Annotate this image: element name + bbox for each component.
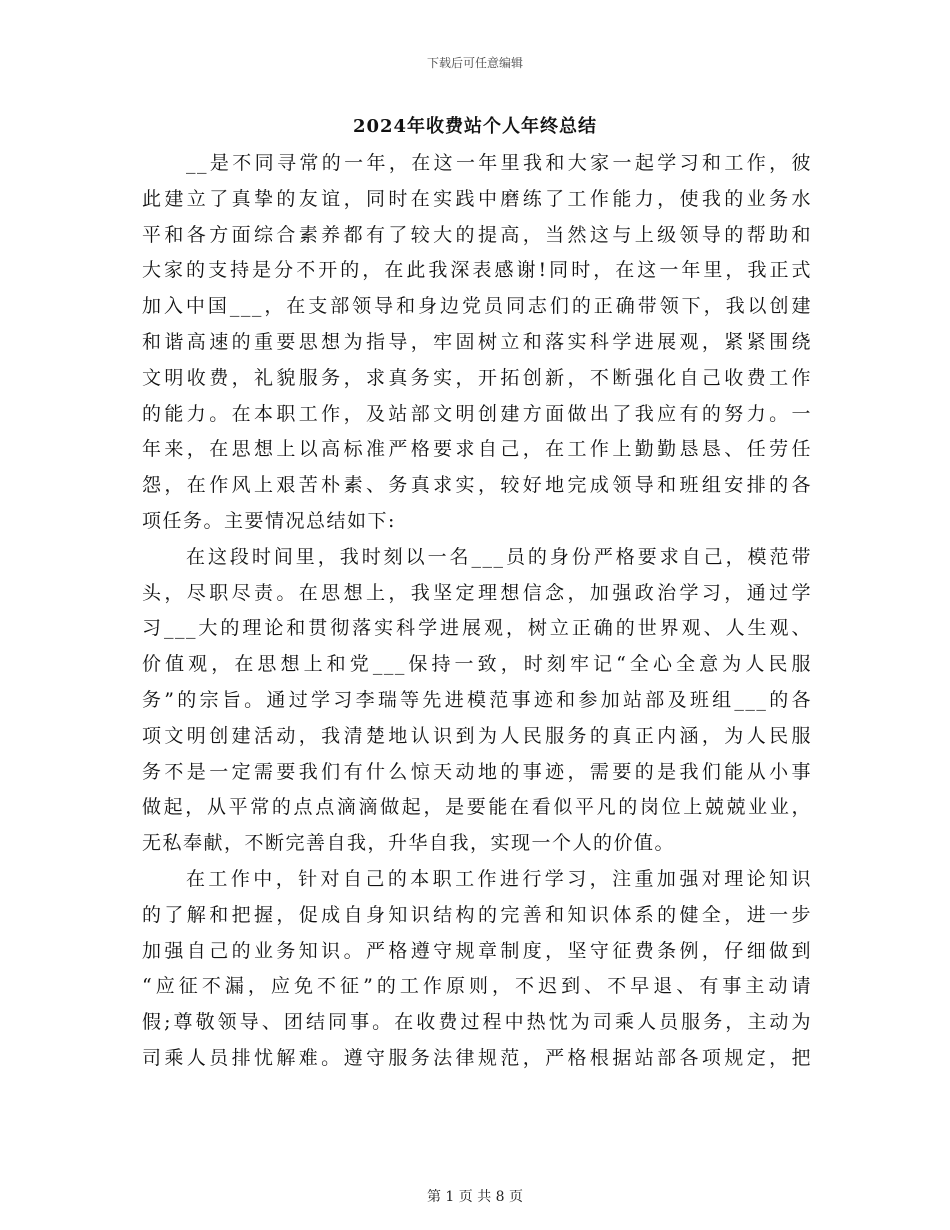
- body-line: 怨，在作风上艰苦朴素、务真求实，较好地完成领导和班组安排的各: [142, 474, 812, 497]
- body-line: 做起，从平常的点点滴滴做起，是要能在看似平凡的岗位上兢兢业业，: [142, 796, 812, 819]
- body-line: “应征不漏，应免不征”的工作原则，不迟到、不早退、有事主动请: [142, 975, 812, 998]
- body-line: 价值观，在思想上和党___保持一致，时刻牢记“全心全意为人民服: [142, 653, 812, 676]
- body-line: 加入中国___，在支部领导和身边党员同志们的正确带领下，我以创建: [142, 295, 812, 318]
- body-line: 习___大的理论和贯彻落实科学进展观，树立正确的世界观、人生观、: [142, 617, 812, 640]
- body-line: 无私奉献，不断完善自我，升华自我，实现一个人的价值。: [142, 832, 676, 855]
- body-line: 加强自己的业务知识。严格遵守规章制度，坚守征费条例，仔细做到: [142, 939, 812, 962]
- body-line: __是不同寻常的一年，在这一年里我和大家一起学习和工作，彼: [186, 152, 812, 174]
- body-line: 在这段时间里，我时刻以一名___员的身份严格要求自己，模范带: [186, 545, 812, 568]
- body-line: 司乘人员排忧解难。遵守服务法律规范，严格根据站部各项规定，把: [142, 1046, 812, 1069]
- page-number: 第 1 页 共 8 页: [426, 1189, 524, 1205]
- body-line: 文明收费，礼貌服务，求真务实，开拓创新，不断强化自己收费工作: [142, 366, 812, 389]
- body-line: 头，尽职尽责。在思想上，我坚定理想信念，加强政治学习，通过学: [142, 581, 812, 604]
- document-body: [142, 146, 812, 1077]
- body-line: 的能力。在本职工作，及站部文明创建方面做出了我应有的努力。一: [142, 402, 812, 425]
- body-line: 假;尊敬领导、团结同事。在收费过程中热忱为司乘人员服务，主动为: [142, 1011, 812, 1034]
- body-line: 平和各方面综合素养都有了较大的提高，当然这与上级领导的帮助和: [142, 223, 812, 246]
- body-line: 和谐高速的重要思想为指导，牢固树立和落实科学进展观，紧紧围绕: [142, 330, 812, 353]
- body-line: 务不是一定需要我们有什么惊天动地的事迹，需要的是我们能从小事: [142, 760, 812, 783]
- body-line: 项任务。主要情况总结如下:: [142, 509, 396, 532]
- document-title: 2024年收费站个人年终总结: [352, 116, 598, 137]
- body-line: 大家的支持是分不开的，在此我深表感谢!同时，在这一年里，我正式: [142, 259, 812, 282]
- body-line: 此建立了真挚的友谊，同时在实践中磨练了工作能力，使我的业务水: [142, 187, 812, 210]
- body-line: 在工作中，针对自己的本职工作进行学习，注重加强对理论知识: [186, 867, 812, 890]
- body-line: 项文明创建活动，我清楚地认识到为人民服务的真正内涵，为人民服: [142, 724, 812, 747]
- body-line: 的了解和把握，促成自身知识结构的完善和知识体系的健全，进一步: [142, 903, 812, 926]
- body-line: 年来，在思想上以高标准严格要求自己，在工作上勤勤恳恳、任劳任: [142, 438, 812, 461]
- page-header-note: 下载后可任意编辑: [426, 56, 523, 70]
- body-line: 务”的宗旨。通过学习李瑞等先进模范事迹和参加站部及班组___的各: [142, 688, 812, 711]
